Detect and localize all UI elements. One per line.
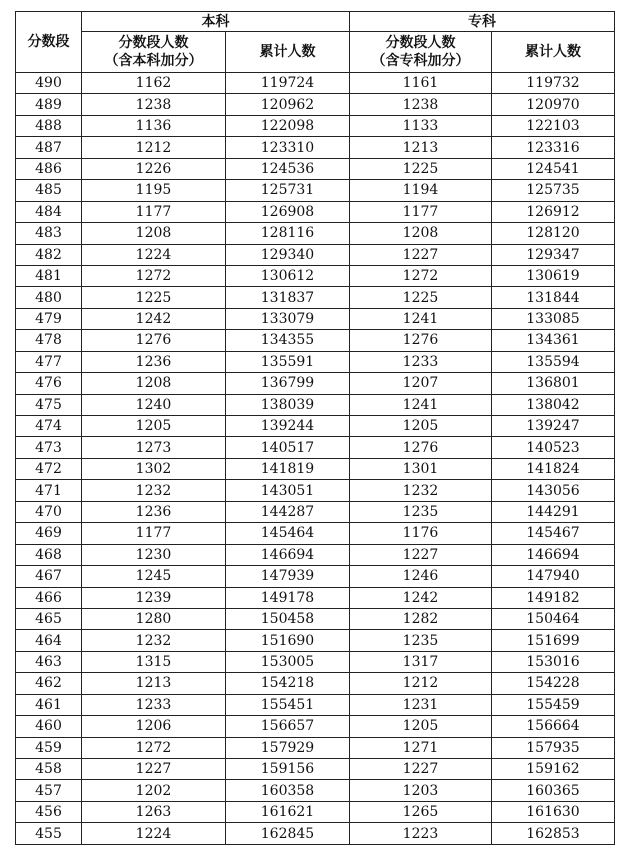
table-row	[16, 308, 615, 329]
table-row	[16, 287, 615, 308]
benke-count-cell: 1230	[82, 544, 226, 565]
zhuanke-cumulative-cell: 161630	[492, 801, 615, 822]
zhuanke-count-cell: 1133	[350, 115, 492, 136]
benke-cumulative-cell: 125731	[226, 180, 350, 201]
zhuanke-cumulative-cell: 139247	[492, 416, 615, 437]
benke-cumulative-cell: 130612	[226, 265, 350, 286]
benke-count-cell: 1213	[82, 673, 226, 694]
table-row	[16, 73, 615, 94]
zhuanke-cumulative-cell: 145467	[492, 523, 615, 544]
zhuanke-cumulative-cell: 157935	[492, 737, 615, 758]
score-cell: 488	[16, 115, 82, 136]
table-row	[16, 651, 615, 672]
benke-count-cell: 1238	[82, 94, 226, 115]
benke-cumulative-cell: 119724	[226, 73, 350, 94]
table-row	[16, 201, 615, 222]
benke-count-cell: 1273	[82, 437, 226, 458]
score-cell: 479	[16, 308, 82, 329]
benke-count-cell: 1236	[82, 351, 226, 372]
benke-count-cell: 1272	[82, 737, 226, 758]
table-row	[16, 587, 615, 608]
benke-cumulative-cell: 153005	[226, 651, 350, 672]
benke-cumulative-cell: 122098	[226, 115, 350, 136]
table-row	[16, 180, 615, 201]
zhuanke-count-cell: 1241	[350, 394, 492, 415]
zhuanke-cumulative-cell: 150464	[492, 608, 615, 629]
zhuanke-cumulative-cell: 131844	[492, 287, 615, 308]
table-row	[16, 373, 615, 394]
table-row	[16, 630, 615, 651]
benke-cumulative-cell: 141819	[226, 458, 350, 479]
table-row	[16, 501, 615, 522]
benke-count-cell: 1224	[82, 244, 226, 265]
benke-cumulative-cell: 155451	[226, 694, 350, 715]
zhuanke-cumulative-cell: 141824	[492, 458, 615, 479]
table-row	[16, 780, 615, 801]
benke-cumulative-cell: 124536	[226, 158, 350, 179]
zhuanke-count-cell: 1242	[350, 587, 492, 608]
benke-cumulative-cell: 128116	[226, 223, 350, 244]
zhuanke-count-cell: 1208	[350, 223, 492, 244]
benke-count-cell: 1195	[82, 180, 226, 201]
zhuanke-cumulative-cell: 123316	[492, 137, 615, 158]
zhuanke-count-cell: 1227	[350, 244, 492, 265]
score-cell: 486	[16, 158, 82, 179]
zhuanke-count-cell: 1227	[350, 759, 492, 780]
score-cell: 467	[16, 566, 82, 587]
table-row	[16, 716, 615, 737]
zhuanke-cumulative-cell: 160365	[492, 780, 615, 801]
table-row	[16, 351, 615, 372]
table-row	[16, 158, 615, 179]
zhuanke-count-cell: 1282	[350, 608, 492, 629]
benke-count-cell: 1202	[82, 780, 226, 801]
benke-count-cell: 1227	[82, 759, 226, 780]
zhuanke-count-cell: 1317	[350, 651, 492, 672]
zhuanke-cumulative-cell: 134361	[492, 330, 615, 351]
zhuanke-cumulative-cell: 119732	[492, 73, 615, 94]
zhuanke-cumulative-cell: 154228	[492, 673, 615, 694]
benke-cumulative-cell: 151690	[226, 630, 350, 651]
zhuanke-count-cell: 1225	[350, 158, 492, 179]
zhuanke-cumulative-cell: 136801	[492, 373, 615, 394]
table-row	[16, 608, 615, 629]
benke-count-cell: 1245	[82, 566, 226, 587]
benke-cumulative-cell: 135591	[226, 351, 350, 372]
table-row	[16, 137, 615, 158]
score-cell: 459	[16, 737, 82, 758]
score-cell: 473	[16, 437, 82, 458]
benke-cumulative-cell: 138039	[226, 394, 350, 415]
benke-cumulative-cell: 123310	[226, 137, 350, 158]
zhuanke-cumulative-cell: 146694	[492, 544, 615, 565]
zhuanke-count-cell: 1205	[350, 716, 492, 737]
benke-count-cell: 1302	[82, 458, 226, 479]
score-distribution-table	[15, 11, 615, 845]
table-row	[16, 823, 615, 844]
zhuanke-cumulative-cell: 155459	[492, 694, 615, 715]
table-row	[16, 437, 615, 458]
table-row	[16, 544, 615, 565]
benke-count-cell: 1208	[82, 223, 226, 244]
score-cell: 487	[16, 137, 82, 158]
zhuanke-count-cell: 1225	[350, 287, 492, 308]
table-row	[16, 115, 615, 136]
table-body	[16, 73, 615, 845]
benke-cumulative-cell: 154218	[226, 673, 350, 694]
zhuanke-count-cell: 1241	[350, 308, 492, 329]
zhuanke-count-cell: 1276	[350, 437, 492, 458]
benke-cumulative-cell: 157929	[226, 737, 350, 758]
benke-cumulative-cell: 159156	[226, 759, 350, 780]
zhuanke-cumulative-cell: 147940	[492, 566, 615, 587]
benke-cumulative-cell: 144287	[226, 501, 350, 522]
benke-count-cell: 1206	[82, 716, 226, 737]
zhuanke-count-cell: 1212	[350, 673, 492, 694]
zhuanke-cumulative-header: 累计人数	[492, 32, 615, 73]
score-column-header: 分数段	[16, 12, 82, 73]
score-cell: 461	[16, 694, 82, 715]
benke-cumulative-cell: 133079	[226, 308, 350, 329]
benke-count-cell: 1162	[82, 73, 226, 94]
score-cell: 466	[16, 587, 82, 608]
table-row	[16, 394, 615, 415]
benke-cumulative-cell: 126908	[226, 201, 350, 222]
score-cell: 456	[16, 801, 82, 822]
score-cell: 460	[16, 716, 82, 737]
benke-count-cell: 1224	[82, 823, 226, 844]
zhuanke-cumulative-cell: 159162	[492, 759, 615, 780]
table-row	[16, 673, 615, 694]
table-row	[16, 801, 615, 822]
score-cell: 490	[16, 73, 82, 94]
table-row	[16, 223, 615, 244]
benke-count-cell: 1205	[82, 416, 226, 437]
benke-count-cell: 1225	[82, 287, 226, 308]
zhuanke-cumulative-cell: 129347	[492, 244, 615, 265]
benke-count-cell: 1239	[82, 587, 226, 608]
score-cell: 475	[16, 394, 82, 415]
zhuanke-cumulative-cell: 140523	[492, 437, 615, 458]
header-row-groups	[16, 12, 615, 32]
zhuanke-group-header: 专科	[350, 12, 615, 32]
score-cell: 455	[16, 823, 82, 844]
zhuanke-cumulative-cell: 135594	[492, 351, 615, 372]
zhuanke-cumulative-cell: 128120	[492, 223, 615, 244]
score-cell: 471	[16, 480, 82, 501]
table-row	[16, 94, 615, 115]
zhuanke-cumulative-cell: 143056	[492, 480, 615, 501]
zhuanke-cumulative-cell: 120970	[492, 94, 615, 115]
score-cell: 485	[16, 180, 82, 201]
zhuanke-count-cell: 1235	[350, 630, 492, 651]
benke-count-cell: 1212	[82, 137, 226, 158]
benke-cumulative-cell: 162845	[226, 823, 350, 844]
score-cell: 483	[16, 223, 82, 244]
zhuanke-count-cell: 1205	[350, 416, 492, 437]
score-cell: 489	[16, 94, 82, 115]
table-row	[16, 694, 615, 715]
benke-count-header-line2: （含本科加分）	[104, 53, 203, 69]
score-cell: 462	[16, 673, 82, 694]
zhuanke-cumulative-cell: 126912	[492, 201, 615, 222]
score-cell: 457	[16, 780, 82, 801]
zhuanke-count-cell: 1227	[350, 544, 492, 565]
table-row	[16, 523, 615, 544]
benke-cumulative-cell: 145464	[226, 523, 350, 544]
benke-count-cell: 1280	[82, 608, 226, 629]
zhuanke-count-header-line2: （含专科加分）	[371, 53, 470, 69]
benke-cumulative-header: 累计人数	[226, 32, 350, 73]
zhuanke-cumulative-cell: 122103	[492, 115, 615, 136]
zhuanke-cumulative-cell: 144291	[492, 501, 615, 522]
benke-count-cell: 1136	[82, 115, 226, 136]
benke-cumulative-cell: 139244	[226, 416, 350, 437]
score-cell: 484	[16, 201, 82, 222]
score-cell: 480	[16, 287, 82, 308]
zhuanke-cumulative-cell: 156664	[492, 716, 615, 737]
benke-count-cell: 1232	[82, 480, 226, 501]
score-cell: 469	[16, 523, 82, 544]
score-cell: 458	[16, 759, 82, 780]
zhuanke-cumulative-cell: 162853	[492, 823, 615, 844]
zhuanke-count-header	[350, 32, 492, 73]
score-cell: 464	[16, 630, 82, 651]
table-row	[16, 330, 615, 351]
zhuanke-cumulative-cell: 149182	[492, 587, 615, 608]
benke-count-cell: 1226	[82, 158, 226, 179]
zhuanke-count-cell: 1238	[350, 94, 492, 115]
zhuanke-count-header-line1: 分数段人数	[385, 35, 456, 51]
benke-count-cell: 1315	[82, 651, 226, 672]
benke-cumulative-cell: 146694	[226, 544, 350, 565]
benke-count-cell: 1208	[82, 373, 226, 394]
score-cell: 468	[16, 544, 82, 565]
benke-cumulative-cell: 160358	[226, 780, 350, 801]
table-row	[16, 480, 615, 501]
table-row	[16, 566, 615, 587]
zhuanke-cumulative-cell: 130619	[492, 265, 615, 286]
score-cell: 476	[16, 373, 82, 394]
benke-count-cell: 1242	[82, 308, 226, 329]
score-cell: 478	[16, 330, 82, 351]
zhuanke-count-cell: 1232	[350, 480, 492, 501]
benke-cumulative-cell: 149178	[226, 587, 350, 608]
score-cell: 474	[16, 416, 82, 437]
score-cell: 481	[16, 265, 82, 286]
benke-count-cell: 1240	[82, 394, 226, 415]
zhuanke-count-cell: 1301	[350, 458, 492, 479]
benke-count-header	[82, 32, 226, 73]
benke-cumulative-cell: 140517	[226, 437, 350, 458]
benke-count-cell: 1263	[82, 801, 226, 822]
benke-cumulative-cell: 131837	[226, 287, 350, 308]
score-cell: 463	[16, 651, 82, 672]
zhuanke-cumulative-cell: 133085	[492, 308, 615, 329]
benke-cumulative-cell: 161621	[226, 801, 350, 822]
benke-cumulative-cell: 136799	[226, 373, 350, 394]
zhuanke-cumulative-cell: 124541	[492, 158, 615, 179]
benke-cumulative-cell: 147939	[226, 566, 350, 587]
benke-count-cell: 1276	[82, 330, 226, 351]
table-header	[16, 12, 615, 73]
zhuanke-cumulative-cell: 151699	[492, 630, 615, 651]
benke-cumulative-cell: 143051	[226, 480, 350, 501]
zhuanke-count-cell: 1265	[350, 801, 492, 822]
table-row	[16, 416, 615, 437]
score-cell: 482	[16, 244, 82, 265]
benke-count-cell: 1177	[82, 523, 226, 544]
table-row	[16, 458, 615, 479]
zhuanke-count-cell: 1207	[350, 373, 492, 394]
zhuanke-cumulative-cell: 138042	[492, 394, 615, 415]
table-row	[16, 265, 615, 286]
zhuanke-count-cell: 1194	[350, 180, 492, 201]
zhuanke-count-cell: 1177	[350, 201, 492, 222]
zhuanke-cumulative-cell: 125735	[492, 180, 615, 201]
zhuanke-count-cell: 1233	[350, 351, 492, 372]
benke-count-cell: 1233	[82, 694, 226, 715]
benke-cumulative-cell: 156657	[226, 716, 350, 737]
table-row	[16, 737, 615, 758]
zhuanke-count-cell: 1176	[350, 523, 492, 544]
score-cell: 465	[16, 608, 82, 629]
zhuanke-count-cell: 1235	[350, 501, 492, 522]
zhuanke-count-cell: 1203	[350, 780, 492, 801]
benke-count-header-line1: 分数段人数	[118, 35, 189, 51]
benke-cumulative-cell: 120962	[226, 94, 350, 115]
zhuanke-count-cell: 1246	[350, 566, 492, 587]
zhuanke-count-cell: 1271	[350, 737, 492, 758]
benke-count-cell: 1177	[82, 201, 226, 222]
score-cell: 477	[16, 351, 82, 372]
zhuanke-count-cell: 1213	[350, 137, 492, 158]
zhuanke-count-cell: 1161	[350, 73, 492, 94]
benke-count-cell: 1272	[82, 265, 226, 286]
table-row	[16, 759, 615, 780]
table-row	[16, 244, 615, 265]
header-row-columns	[16, 32, 615, 73]
zhuanke-count-cell: 1223	[350, 823, 492, 844]
zhuanke-count-cell: 1272	[350, 265, 492, 286]
zhuanke-count-cell: 1276	[350, 330, 492, 351]
score-cell: 472	[16, 458, 82, 479]
benke-cumulative-cell: 129340	[226, 244, 350, 265]
benke-cumulative-cell: 150458	[226, 608, 350, 629]
benke-cumulative-cell: 134355	[226, 330, 350, 351]
zhuanke-cumulative-cell: 153016	[492, 651, 615, 672]
score-cell: 470	[16, 501, 82, 522]
benke-group-header: 本科	[82, 12, 350, 32]
benke-count-cell: 1236	[82, 501, 226, 522]
zhuanke-count-cell: 1231	[350, 694, 492, 715]
benke-count-cell: 1232	[82, 630, 226, 651]
